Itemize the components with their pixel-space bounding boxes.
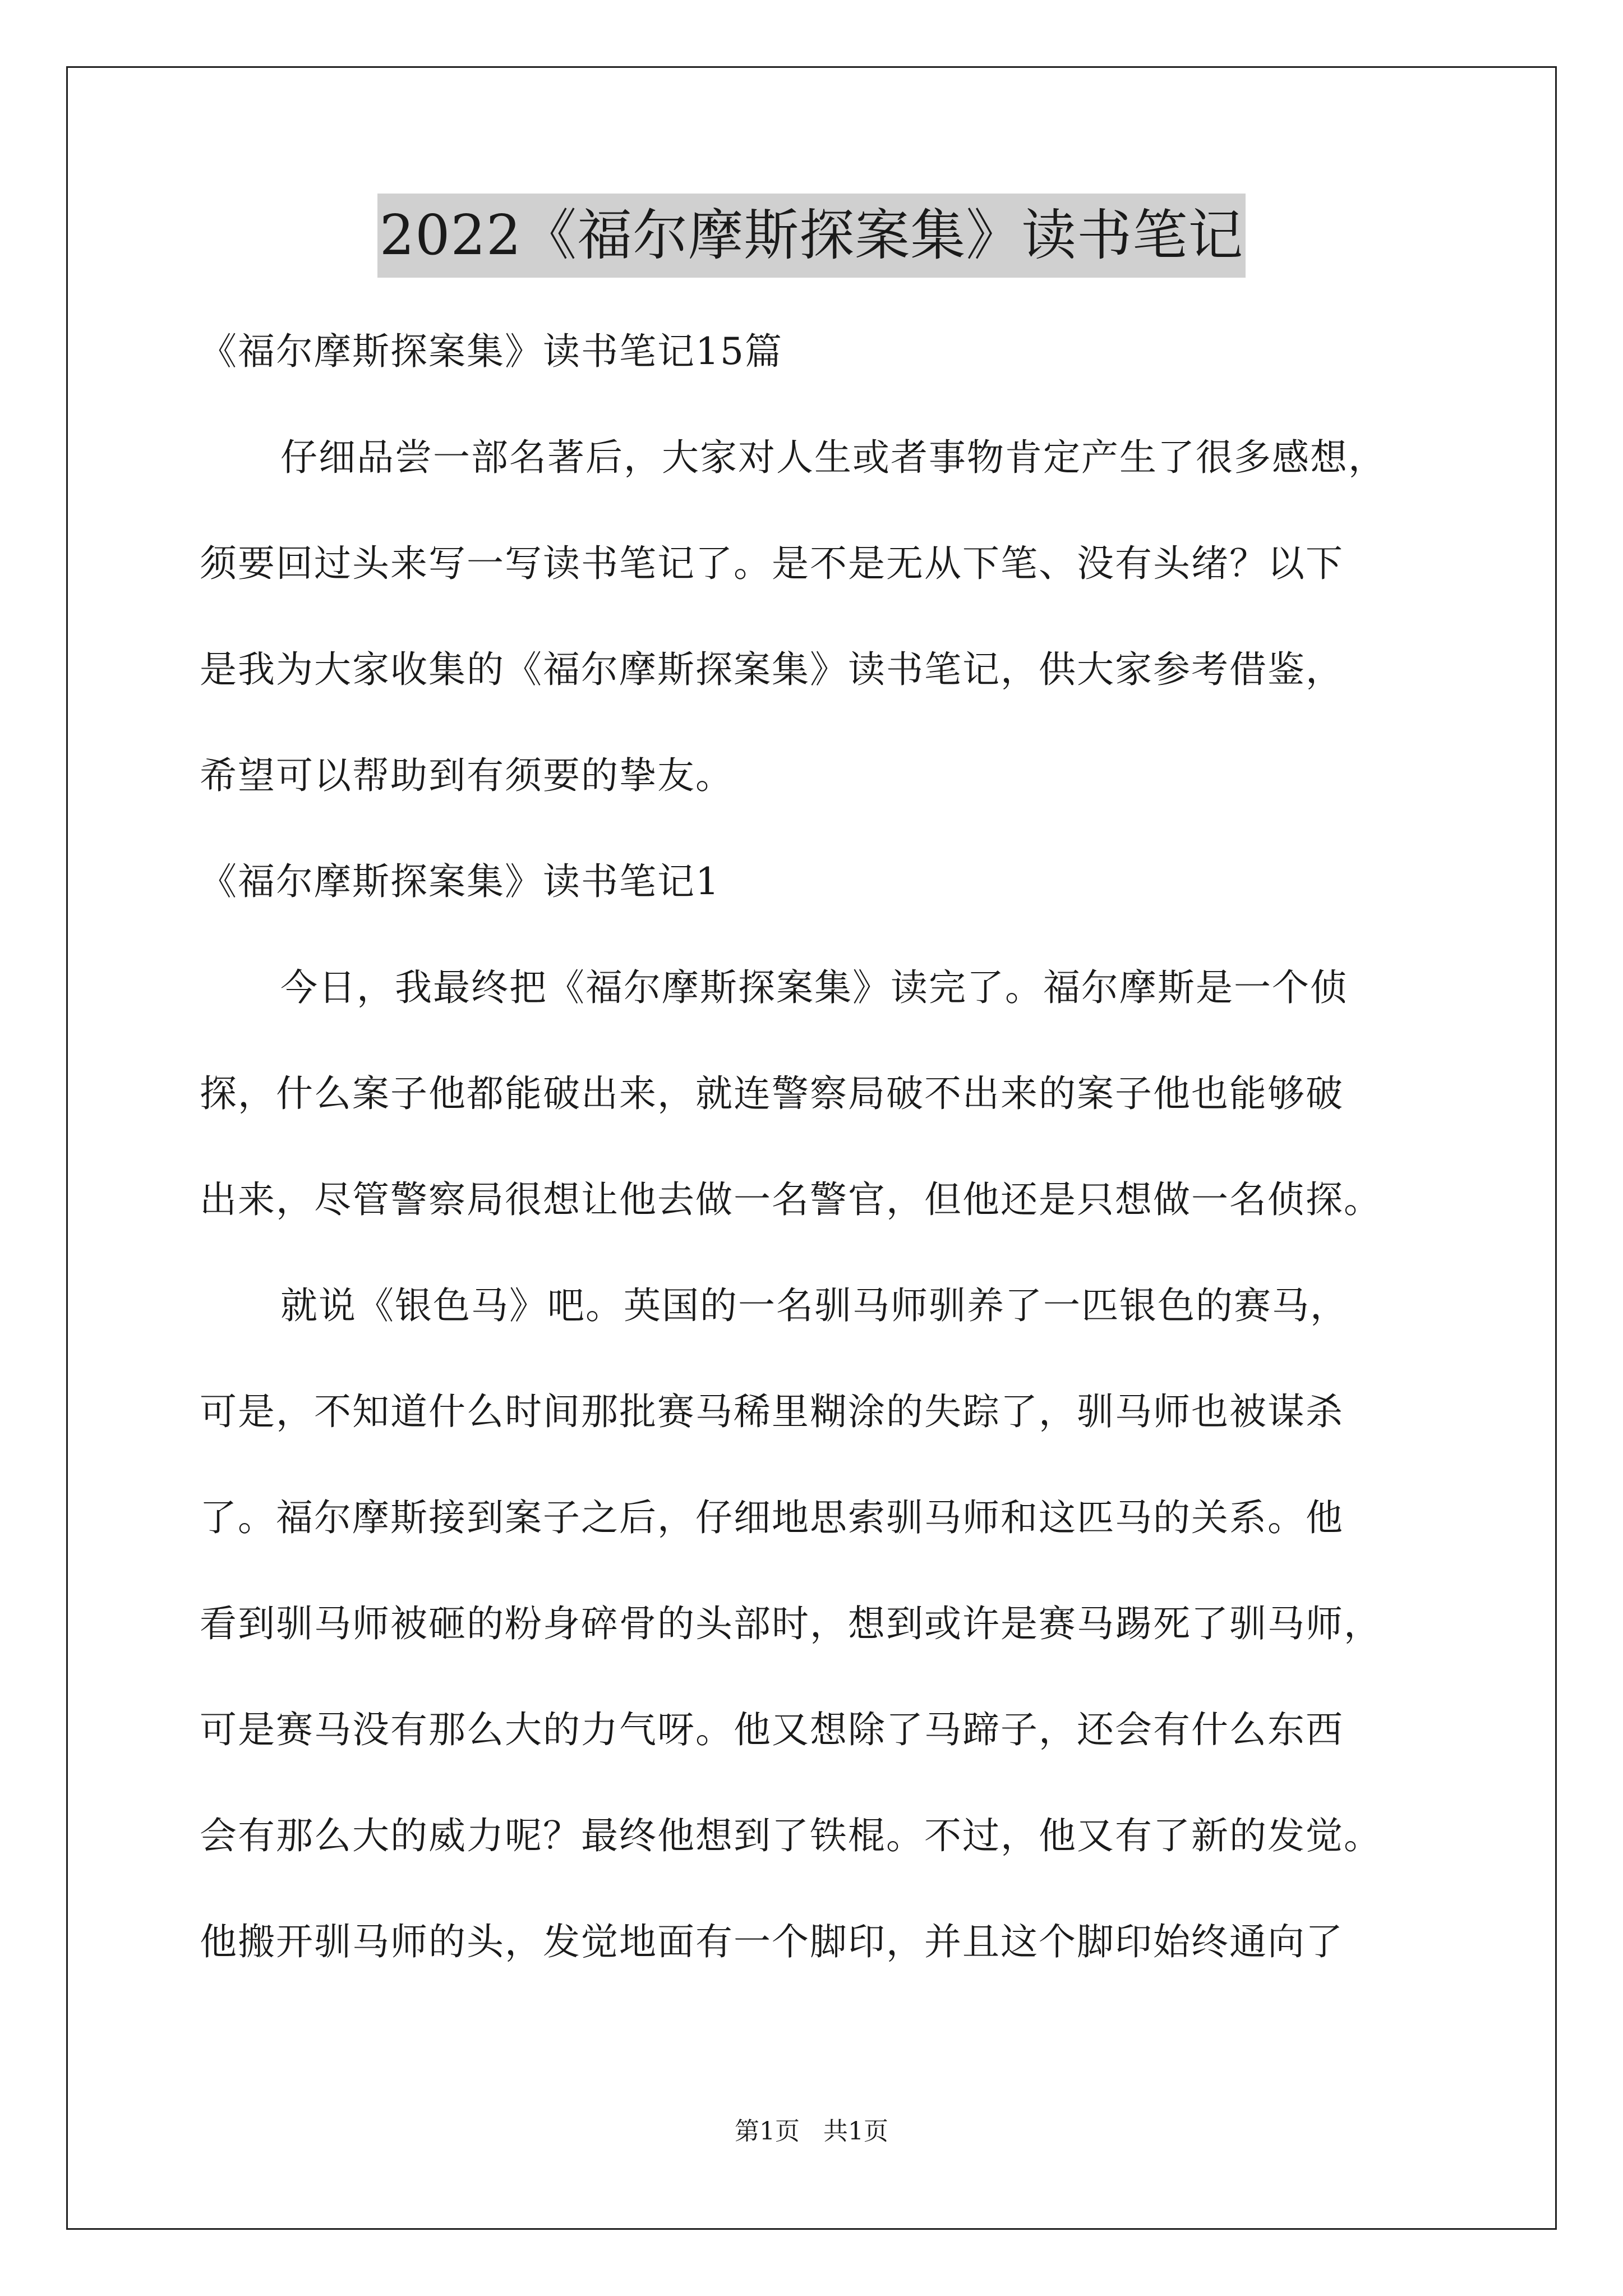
body-line: 探，什么案子他都能破出来，就连警察局破不出来的案子他也能够破 (200, 1072, 1344, 1115)
body-line: 今日，我最终把《福尔摩斯探案集》读完了。福尔摩斯是一个侦 (280, 966, 1348, 1009)
page-number-current: 第1页 (735, 2117, 800, 2146)
body-line: 须要回过头来写一写读书笔记了。是不是无从下笔、没有头绪？以下 (200, 542, 1344, 585)
body-line: 希望可以帮助到有须要的挚友。 (200, 754, 734, 797)
body-line: 《福尔摩斯探案集》读书笔记15篇 (200, 330, 783, 373)
body-line: 《福尔摩斯探案集》读书笔记1 (200, 860, 720, 903)
body-line: 就说《银色马》吧。英国的一名驯马师驯养了一匹银色的赛马， (280, 1284, 1348, 1327)
page-footer (0, 2115, 1623, 2148)
body-line: 看到驯马师被砸的粉身碎骨的头部时，想到或许是赛马踢死了驯马师， (200, 1602, 1382, 1645)
document-title: 2022《福尔摩斯探案集》读书笔记 (377, 194, 1246, 278)
body-line: 可是赛马没有那么大的力气呀。他又想除了马蹄子，还会有什么东西 (200, 1708, 1344, 1751)
page-number-total: 共1页 (823, 2117, 888, 2146)
document-body (200, 298, 1433, 1995)
body-line: 他搬开驯马师的头，发觉地面有一个脚印，并且这个脚印始终通向了 (200, 1920, 1344, 1963)
body-line: 仔细品尝一部名著后，大家对人生或者事物肯定产生了很多感想， (280, 436, 1386, 479)
body-line: 会有那么大的威力呢？最终他想到了铁棍。不过，他又有了新的发觉。 (200, 1814, 1382, 1857)
body-line: 出来，尽管警察局很想让他去做一名警官，但他还是只想做一名侦探。 (200, 1178, 1382, 1221)
title-container (0, 194, 1623, 278)
body-line: 可是，不知道什么时间那批赛马稀里糊涂的失踪了，驯马师也被谋杀 (200, 1390, 1344, 1433)
body-line: 了。福尔摩斯接到案子之后，仔细地思索驯马师和这匹马的关系。他 (200, 1496, 1344, 1539)
body-line: 是我为大家收集的《福尔摩斯探案集》读书笔记，供大家参考借鉴， (200, 648, 1344, 691)
